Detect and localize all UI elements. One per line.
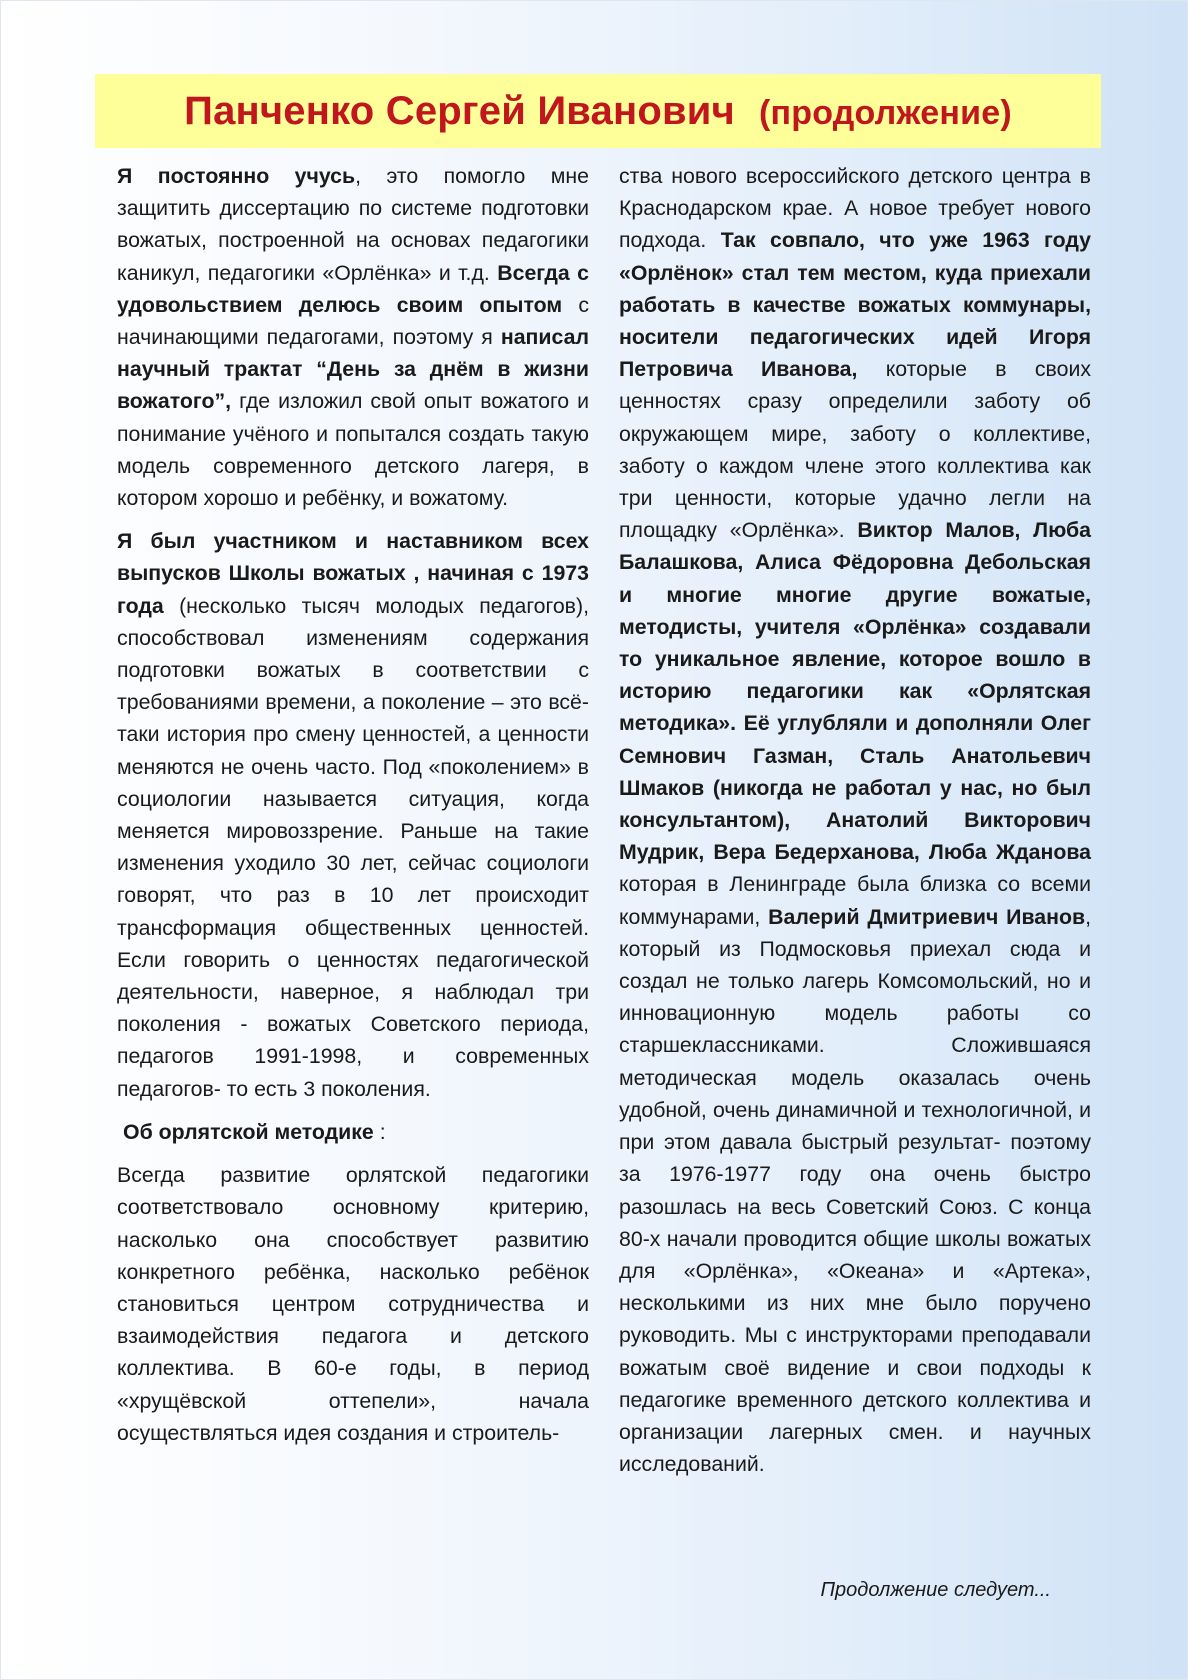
body-text: , который из Подмосковья приехал сюда и создал не только лагерь Комсомольский, но и инновационную модель работы со старшеклассниками. Сложившаяся методическая модель оказалась очень удобной, очень динамичной и технологичной, и при этом давала быстрый результат- поэтому за 1976-1977 году она очень быстро разошлась на весь Советский Союз. С конца 80-х начали проводится общие школы вожатых для «Орлёнка», «Океана» и «Артека», несколькими из них мне было поручено руководить. Мы с инструкторами преподавали вожатым своё видение и свои подходы к педагогике временного детского коллектива и организации лагерных смен. и научных исследований.: [619, 904, 1091, 1477]
bold-text: Всегда с удовольствием делюсь своим опытом: [117, 260, 589, 317]
section-heading: [123, 1116, 589, 1148]
body-text: которая в Ленинграде была близка со всеми коммунарами,: [619, 872, 1091, 929]
paragraph-methodology: Всегда развитие орлятской педагогики соответствовало основному критерию, насколько она способствует развитию конкретного ребёнка, насколько ребёнок становиться центром сотрудничества и взаимодействия педагога и детского коллектива. В 60-е годы, в период «хрущёвской оттепели», начала осуществляться идея создания и строитель-: [117, 1163, 589, 1445]
bold-text: Я был участником и наставником всех выпусков Школы вожатых , начиная с 1973 года: [117, 529, 589, 618]
body-text: ства нового всероссийского детского центра в Краснодарском крае. А новое требует нового подхода.: [619, 164, 1091, 253]
bold-text: Виктор Малов, Люба Балашкова, Алиса Фёдоровна Дебольская и многие многие другие вожатые, методисты, учителя «Орлёнка» создавали то уникальное явление, которое вошло в историю педагогики как «Орлятская методика». Её углубляли и дополняли Олег Семнович Газман, Сталь Анатольевич Шмаков (никогда не работал у нас, но был консультантом), Анатолий Викторович Мудрик, Вера Бедерханова, Люба Жданова: [619, 518, 1092, 865]
body-text: :: [373, 1119, 386, 1144]
left-column: [117, 160, 589, 1460]
title-name: Панченко Сергей Иванович: [184, 88, 735, 133]
body-text: с начинающими педагогами, поэтому я: [117, 292, 589, 350]
title-banner: [95, 74, 1101, 148]
body-text: которые в своих ценностях сразу определили заботу об окружающем мире, заботу о коллективе, заботу о каждом члене этого коллектива как три ценности, которые удачно легли на площадку «Орлёнка».: [619, 357, 1092, 543]
body-text: (несколько тысяч молодых педагогов), способствовал изменениям содержания подготовки вожатых в соответствии с требованиями времени, а поколение – это всё-таки история про смену ценностей, а ценности меняются не очень часто. Под «поколением» в социологии называется ситуация, когда меняется мировоззрение. Раньше на такие изменения уходило 30 лет, сейчас социологи говорят, что раз в 10 лет происходит трансформация общественных ценностей. Если говорить о ценностях педагогической деятельности, наверное, я наблюдал три поколения - вожатых Советского периода, педагогов 1991-1998, и современных педагогов- то есть 3 поколения.: [117, 593, 589, 1101]
paragraph-history: [619, 160, 1091, 1480]
paragraph-learning: [117, 160, 589, 514]
bold-text: Об орлятской методике: [123, 1119, 374, 1144]
page-title: [184, 89, 1012, 134]
paragraph-school: [117, 525, 589, 1105]
continuation-note: Продолжение следует...: [820, 1579, 1051, 1601]
bold-text: Так совпало, что уже 1963 году «Орлёнок» стал тем местом, куда приехали работать в качестве вожатых коммунары, носители педагогических идей Игоря Петровича Иванова,: [619, 228, 1091, 382]
body-text: где изложил свой опыт вожатого и понимание учёного и попытался создать такую модель современного детского лагеря, в котором хорошо и ребёнку, и вожатому.: [117, 389, 589, 511]
bold-text: написал научный трактат “День за днём в жизни вожатого”,: [117, 325, 589, 414]
bold-text: Я постоянно учусь: [117, 164, 356, 188]
bold-text: Валерий Дмитриевич Иванов: [768, 904, 1086, 929]
title-continuation: (продолжение): [758, 93, 1012, 132]
body-text: , это помогло мне защитить диссертацию по системе подготовки вожатых, построенной на основах педагогики каникул, педагогики «Орлёнка» и т.д.: [117, 164, 589, 285]
right-column: [619, 160, 1091, 1491]
